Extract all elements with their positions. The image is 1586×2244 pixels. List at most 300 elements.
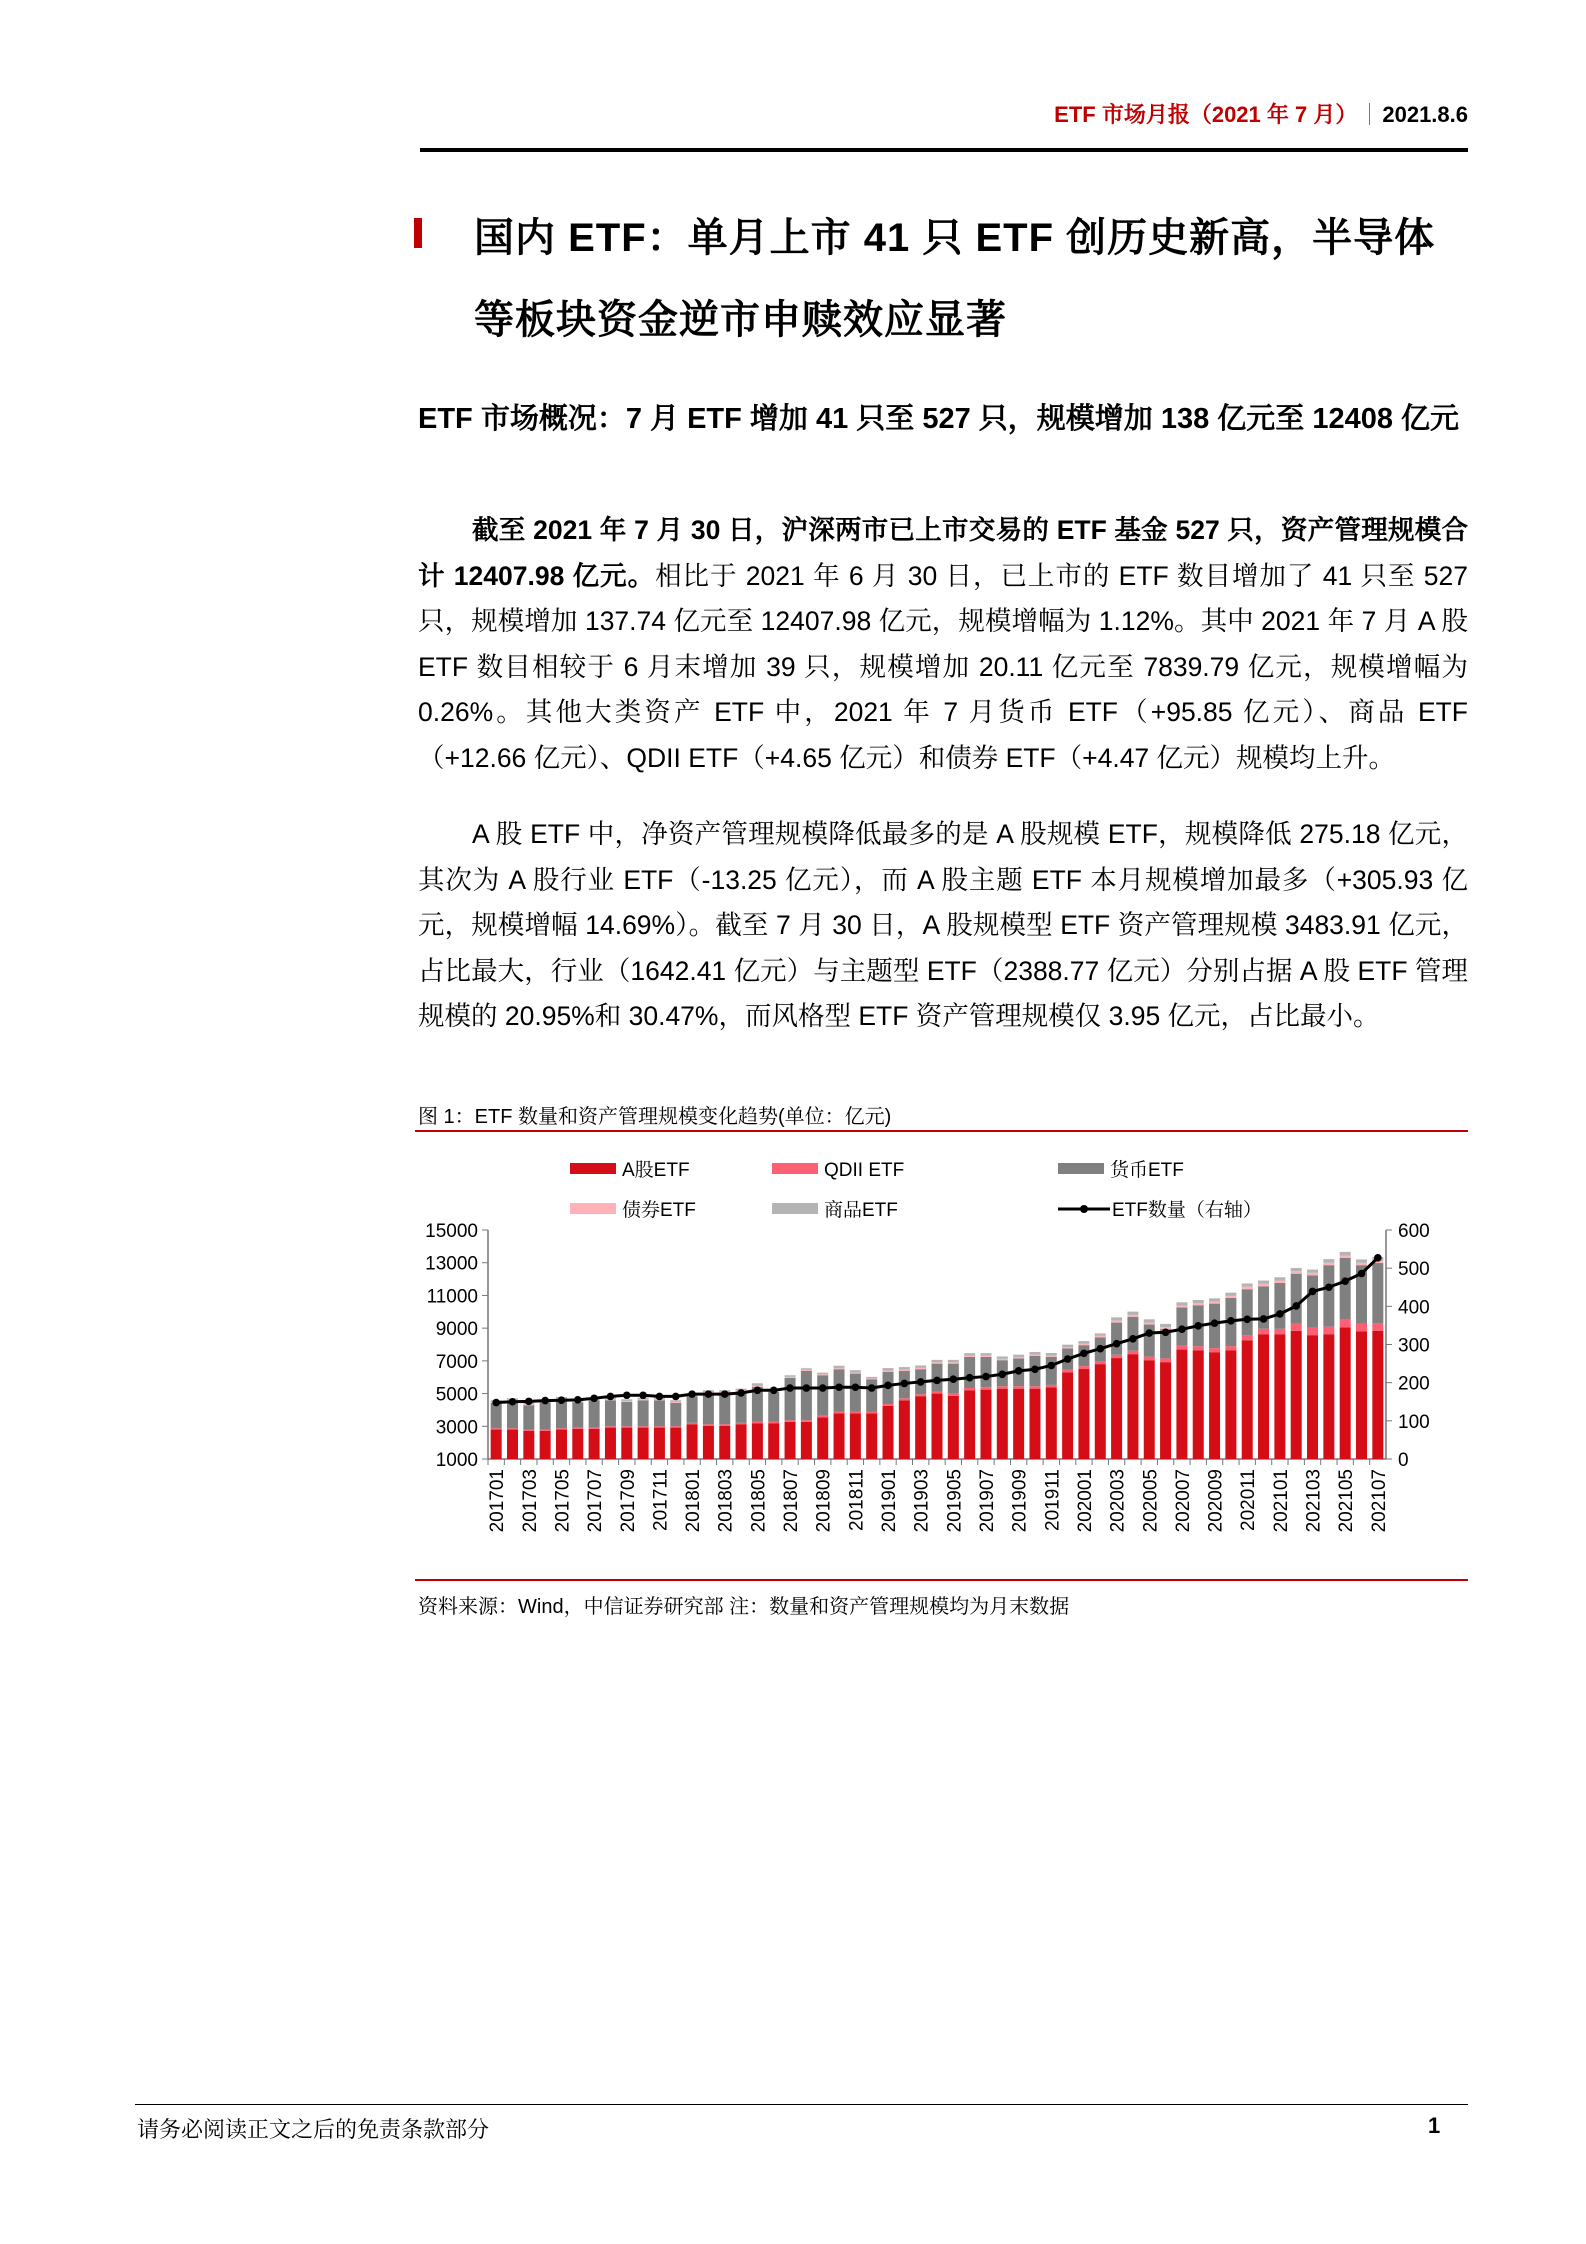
bar-货币ETF	[491, 1403, 502, 1428]
bar-货币ETF	[964, 1357, 975, 1388]
footer-disclaimer: 请务必阅读正文之后的免责条款部分	[137, 2117, 490, 2142]
legend-label: 货币ETF	[1110, 1160, 1184, 1181]
etf-count-point	[1341, 1277, 1349, 1285]
bar-债券ETF	[1127, 1315, 1138, 1317]
bar-A股ETF	[915, 1396, 926, 1459]
bar-A股ETF	[556, 1430, 567, 1459]
right-tick-label: 600	[1398, 1221, 1430, 1242]
x-tick-label: 201803	[715, 1469, 737, 1533]
bar-A股ETF	[736, 1424, 747, 1459]
figure-top-rule	[415, 1130, 1468, 1132]
bar-债券ETF	[915, 1368, 926, 1369]
etf-count-point	[1211, 1319, 1219, 1327]
bar-货币ETF	[589, 1400, 600, 1427]
bar-QDII ETF	[997, 1386, 1008, 1388]
bar-货币ETF	[817, 1375, 828, 1416]
bar-A股ETF	[1323, 1334, 1334, 1459]
x-tick-label: 201811	[846, 1469, 868, 1531]
x-tick-label: 201801	[683, 1469, 705, 1533]
section-marker	[414, 218, 422, 248]
left-tick-label: 11000	[426, 1286, 478, 1308]
legend-swatch	[570, 1203, 616, 1214]
legend-label: ETF数量（右轴）	[1112, 1200, 1262, 1221]
bar-QDII ETF	[1307, 1328, 1318, 1336]
bar-QDII ETF	[915, 1394, 926, 1396]
etf-count-point	[737, 1389, 745, 1397]
bar-QDII ETF	[1095, 1361, 1106, 1364]
etf-count-point	[1243, 1316, 1251, 1324]
bar-商品ETF	[1013, 1355, 1024, 1357]
etf-count-point	[590, 1395, 598, 1403]
bar-商品ETF	[1225, 1293, 1236, 1296]
left-tick-label: 1000	[435, 1450, 478, 1471]
bar-债券ETF	[1323, 1263, 1334, 1265]
bar-QDII ETF	[1127, 1351, 1138, 1354]
bar-QDII ETF	[1160, 1358, 1171, 1362]
bar-A股ETF	[1242, 1340, 1253, 1459]
bar-债券ETF	[1111, 1321, 1122, 1323]
bar-商品ETF	[1176, 1302, 1187, 1305]
etf-count-point	[1292, 1302, 1300, 1310]
bar-A股ETF	[932, 1394, 943, 1459]
bar-商品ETF	[1307, 1270, 1318, 1273]
bar-商品ETF	[817, 1373, 828, 1375]
bar-货币ETF	[572, 1402, 583, 1427]
bar-A股ETF	[1160, 1362, 1171, 1459]
bar-QDII ETF	[850, 1412, 861, 1414]
bar-QDII ETF	[883, 1404, 894, 1406]
bar-A股ETF	[801, 1422, 812, 1459]
etf-count-point	[770, 1387, 778, 1395]
x-tick-label: 201705	[552, 1469, 574, 1533]
etf-count-point	[1178, 1325, 1186, 1333]
legend-swatch	[772, 1163, 818, 1174]
paragraph-1-lead: 截至 2021 年 7 月 30 日，沪深两市已上市交易的 ETF 基金 527 只，资产管理规模合计 12407.98 亿元。	[418, 515, 1468, 591]
bar-QDII ETF	[980, 1387, 991, 1389]
legend-swatch	[772, 1203, 818, 1214]
bar-A股ETF	[850, 1414, 861, 1459]
bar-货币ETF	[1111, 1323, 1122, 1355]
bar-债券ETF	[1193, 1303, 1204, 1305]
bar-A股ETF	[948, 1396, 959, 1459]
x-tick-label: 202005	[1140, 1469, 1162, 1533]
bar-商品ETF	[1144, 1319, 1155, 1322]
x-tick-label: 201707	[585, 1469, 607, 1533]
etf-count-point	[917, 1378, 925, 1386]
bar-QDII ETF	[932, 1391, 943, 1393]
bar-A股ETF	[1356, 1331, 1367, 1459]
bar-QDII ETF	[687, 1423, 698, 1425]
bar-A股ETF	[1144, 1360, 1155, 1459]
etf-count-point	[933, 1377, 941, 1385]
etf-count-point	[966, 1374, 974, 1382]
bar-A股ETF	[1046, 1387, 1057, 1459]
bar-QDII ETF	[801, 1420, 812, 1422]
bar-QDII ETF	[834, 1412, 845, 1414]
etf-count-point	[541, 1397, 549, 1405]
bar-债券ETF	[980, 1356, 991, 1357]
bar-商品ETF	[752, 1383, 763, 1386]
etf-count-point	[1080, 1349, 1088, 1357]
bar-QDII ETF	[736, 1423, 747, 1425]
bar-债券ETF	[1095, 1336, 1106, 1338]
bar-货币ETF	[1242, 1289, 1253, 1335]
bar-商品ETF	[883, 1368, 894, 1370]
bar-债券ETF	[1340, 1256, 1351, 1258]
bar-债券ETF	[1013, 1357, 1024, 1358]
bar-债券ETF	[834, 1368, 845, 1369]
bar-QDII ETF	[1111, 1355, 1122, 1358]
bar-商品ETF	[1258, 1281, 1269, 1284]
etf-count-point	[656, 1393, 664, 1401]
etf-count-point	[607, 1393, 615, 1401]
bar-商品ETF	[801, 1368, 812, 1370]
bar-QDII ETF	[1193, 1346, 1204, 1350]
etf-count-point	[901, 1380, 909, 1388]
bar-A股ETF	[1209, 1352, 1220, 1459]
bar-商品ETF	[997, 1356, 1008, 1358]
bar-QDII ETF	[1356, 1324, 1367, 1332]
left-tick-label: 13000	[425, 1253, 478, 1275]
legend-swatch	[1058, 1163, 1104, 1174]
x-tick-label: 201709	[617, 1469, 639, 1533]
bar-QDII ETF	[1176, 1346, 1187, 1350]
bar-商品ETF	[1127, 1312, 1138, 1315]
bar-A股ETF	[687, 1424, 698, 1459]
bar-A股ETF	[1340, 1327, 1351, 1459]
x-tick-label: 201805	[748, 1469, 770, 1533]
bar-商品ETF	[1323, 1259, 1334, 1263]
etf-count-point	[574, 1396, 582, 1404]
etf-count-point	[558, 1396, 566, 1404]
bar-A股ETF	[1258, 1334, 1269, 1459]
bar-QDII ETF	[768, 1422, 779, 1424]
bar-债券ETF	[1242, 1287, 1253, 1289]
bar-A股ETF	[1111, 1358, 1122, 1459]
etf-count-point	[1129, 1335, 1137, 1343]
bar-货币ETF	[1323, 1265, 1334, 1327]
bar-债券ETF	[997, 1359, 1008, 1360]
etf-count-point	[672, 1393, 680, 1401]
bar-债券ETF	[1062, 1347, 1073, 1348]
bar-债券ETF	[1029, 1354, 1040, 1355]
x-tick-label: 202009	[1205, 1469, 1227, 1533]
bar-债券ETF	[621, 1401, 632, 1402]
bar-债券ETF	[817, 1374, 828, 1375]
bar-QDII ETF	[1225, 1346, 1236, 1350]
bar-债券ETF	[1356, 1263, 1367, 1265]
bar-A股ETF	[1291, 1331, 1302, 1459]
legend-label: 商品ETF	[824, 1200, 898, 1221]
etf-count-point	[623, 1391, 631, 1399]
bar-债券ETF	[670, 1402, 681, 1403]
bar-A股ETF	[1274, 1334, 1285, 1459]
bar-商品ETF	[964, 1353, 975, 1355]
report-header	[1054, 98, 1468, 129]
bar-QDII ETF	[589, 1428, 600, 1429]
bar-A股ETF	[670, 1428, 681, 1459]
x-tick-label: 202107	[1368, 1469, 1390, 1533]
bar-货币ETF	[801, 1371, 812, 1420]
left-tick-label: 15000	[425, 1221, 478, 1242]
header-rule	[420, 148, 1468, 152]
bar-商品ETF	[1193, 1300, 1204, 1303]
left-tick-label: 9000	[435, 1319, 478, 1341]
bar-QDII ETF	[948, 1394, 959, 1396]
bar-A股ETF	[507, 1430, 518, 1459]
bar-债券ETF	[850, 1373, 861, 1374]
bar-QDII ETF	[1046, 1385, 1057, 1387]
bar-债券ETF	[1291, 1271, 1302, 1273]
page-number: 1	[1428, 2113, 1441, 2138]
x-tick-label: 202011	[1238, 1469, 1260, 1531]
bar-货币ETF	[687, 1396, 698, 1423]
legend-swatch	[570, 1163, 616, 1174]
subsection-title: ETF 市场概况：7 月 ETF 增加 41 只至 527 只，规模增加 138 亿元至 12408 亿元	[418, 403, 1460, 435]
etf-count-point	[1309, 1288, 1317, 1296]
bar-货币ETF	[638, 1400, 649, 1426]
etf-count-point	[1194, 1322, 1202, 1330]
etf-count-point	[1064, 1355, 1072, 1363]
bar-QDII ETF	[1372, 1323, 1383, 1331]
bar-A股ETF	[1078, 1369, 1089, 1459]
bar-A股ETF	[785, 1422, 796, 1459]
bar-A股ETF	[1062, 1372, 1073, 1459]
bar-货币ETF	[1307, 1275, 1318, 1327]
bar-QDII ETF	[1340, 1320, 1351, 1328]
x-tick-label: 201809	[813, 1469, 835, 1533]
etf-count-point	[1276, 1310, 1284, 1318]
bar-货币ETF	[980, 1357, 991, 1387]
bar-债券ETF	[638, 1399, 649, 1400]
bar-商品ETF	[866, 1377, 877, 1379]
etf-count-point	[1047, 1362, 1055, 1370]
x-tick-label: 201701	[487, 1469, 509, 1533]
etf-count-point	[639, 1391, 647, 1399]
bar-QDII ETF	[1258, 1329, 1269, 1334]
bar-QDII ETF	[817, 1416, 828, 1418]
report-date: 2021.8.6	[1382, 102, 1468, 127]
section-title-line1: 国内 ETF：单月上市 41 只 ETF 创历史新高，半导体	[474, 216, 1436, 260]
etf-count-point	[1260, 1315, 1268, 1323]
paragraph-1	[418, 508, 1468, 781]
bar-A股ETF	[817, 1417, 828, 1459]
bar-商品ETF	[1062, 1345, 1073, 1347]
bar-商品ETF	[850, 1370, 861, 1372]
bar-债券ETF	[1274, 1281, 1285, 1283]
bar-商品ETF	[670, 1400, 681, 1402]
bar-QDII ETF	[785, 1420, 796, 1422]
x-tick-label: 202101	[1270, 1469, 1292, 1533]
bar-QDII ETF	[572, 1428, 583, 1429]
figure-caption: 图 1：ETF 数量和资产管理规模变化趋势(单位：亿元)	[418, 1106, 892, 1128]
bar-A股ETF	[1029, 1389, 1040, 1459]
bar-A股ETF	[1193, 1350, 1204, 1459]
bar-债券ETF	[801, 1370, 812, 1371]
bar-债券ETF	[1209, 1302, 1220, 1304]
bar-QDII ETF	[964, 1388, 975, 1390]
etf-count-point	[509, 1398, 517, 1406]
bar-A股ETF	[1176, 1350, 1187, 1459]
bar-A股ETF	[605, 1428, 616, 1459]
bar-商品ETF	[948, 1360, 959, 1362]
bar-A股ETF	[621, 1428, 632, 1459]
bar-QDII ETF	[1242, 1335, 1253, 1340]
etf-count-point	[525, 1398, 533, 1406]
etf-count-point	[868, 1384, 876, 1392]
etf-count-point	[1162, 1328, 1170, 1336]
bar-A股ETF	[572, 1429, 583, 1459]
bar-A股ETF	[523, 1431, 534, 1459]
etf-count-point	[492, 1399, 500, 1407]
bar-QDII ETF	[670, 1426, 681, 1427]
bar-商品ETF	[621, 1399, 632, 1401]
bar-债券ETF	[948, 1362, 959, 1363]
bar-货币ETF	[1291, 1274, 1302, 1324]
bar-货币ETF	[670, 1403, 681, 1426]
etf-count-point	[884, 1382, 892, 1390]
bar-A股ETF	[491, 1430, 502, 1459]
bar-货币ETF	[1274, 1283, 1285, 1329]
legend-label: 债券ETF	[622, 1200, 696, 1221]
bar-A股ETF	[1127, 1354, 1138, 1459]
bar-A股ETF	[866, 1414, 877, 1459]
bar-QDII ETF	[1274, 1329, 1285, 1334]
etf-count-point	[1227, 1317, 1235, 1325]
bar-A股ETF	[768, 1424, 779, 1459]
bar-A股ETF	[980, 1390, 991, 1459]
bar-QDII ETF	[1062, 1370, 1073, 1372]
legend-label: A股ETF	[622, 1160, 690, 1181]
bar-QDII ETF	[621, 1426, 632, 1427]
right-tick-label: 100	[1398, 1411, 1430, 1433]
bar-QDII ETF	[866, 1412, 877, 1414]
bar-商品ETF	[834, 1366, 845, 1368]
paragraph-1-body: 相比于 2021 年 6 月 30 日，已上市的 ETF 数目增加了 41 只至 527 只，规模增加 137.74 亿元至 12407.98 亿元，规模增幅为 1.12%。其中 2021 年 7 月 A 股 ETF 数目相较于 6 月末增加 39 只，规模增加 20.11 亿元至 7839.79 亿元，规模增幅为 0.26%。其他大类资产 ETF 中，2021 年 7 月货币 ETF（+95.85 亿元）、商品 ETF（+12.66 亿元）、QDII ETF（+4.65 亿元）和债券 ETF（+4.47 亿元）规模均上升。	[418, 560, 1468, 773]
x-tick-label: 202007	[1172, 1469, 1194, 1533]
bar-债券ETF	[1176, 1306, 1187, 1308]
report-title: ETF 市场月报（2021 年 7 月）	[1054, 102, 1358, 127]
bar-债券ETF	[1225, 1296, 1236, 1298]
bar-债券ETF	[866, 1379, 877, 1380]
section-title-line2: 等板块资金逆市申赎效应显著	[474, 298, 1007, 342]
bar-A股ETF	[703, 1426, 714, 1459]
x-tick-label: 201807	[781, 1469, 803, 1533]
bar-QDII ETF	[507, 1428, 518, 1429]
bar-债券ETF	[964, 1356, 975, 1357]
x-tick-label: 202003	[1107, 1469, 1129, 1533]
bar-商品ETF	[1274, 1277, 1285, 1280]
x-tick-label: 201703	[519, 1469, 541, 1533]
bar-A股ETF	[964, 1390, 975, 1459]
bar-QDII ETF	[1078, 1366, 1089, 1369]
bar-QDII ETF	[523, 1430, 534, 1431]
etf-count-point	[1096, 1345, 1104, 1353]
bar-QDII ETF	[1029, 1386, 1040, 1388]
bar-A股ETF	[719, 1426, 730, 1459]
bar-商品ETF	[1340, 1252, 1351, 1256]
bar-QDII ETF	[703, 1424, 714, 1426]
right-tick-label: 300	[1398, 1335, 1430, 1357]
etf-count-point	[1358, 1270, 1366, 1278]
bar-商品ETF	[1046, 1353, 1057, 1355]
bar-商品ETF	[1209, 1298, 1220, 1301]
bar-商品ETF	[1356, 1259, 1367, 1262]
bar-债券ETF	[1307, 1273, 1318, 1275]
bar-A股ETF	[1372, 1331, 1383, 1459]
x-tick-label: 202103	[1303, 1469, 1325, 1533]
x-tick-label: 201905	[944, 1469, 966, 1533]
left-tick-label: 5000	[435, 1384, 478, 1406]
bar-QDII ETF	[605, 1426, 616, 1427]
bar-债券ETF	[1144, 1323, 1155, 1325]
bar-商品ETF	[1029, 1352, 1040, 1354]
etf-count-point	[1015, 1367, 1023, 1375]
bar-商品ETF	[1078, 1341, 1089, 1343]
bar-商品ETF	[1291, 1268, 1302, 1271]
etf-count-point	[1325, 1283, 1333, 1291]
bar-QDII ETF	[1291, 1324, 1302, 1331]
x-tick-label: 201909	[1009, 1469, 1031, 1533]
bar-货币ETF	[540, 1402, 551, 1429]
bar-债券ETF	[883, 1371, 894, 1372]
etf-count-point	[950, 1375, 958, 1383]
bar-A股ETF	[883, 1406, 894, 1459]
etf-count-point	[688, 1390, 696, 1398]
header-separator	[1369, 103, 1370, 125]
right-tick-label: 0	[1398, 1450, 1409, 1471]
right-tick-label: 400	[1398, 1297, 1430, 1319]
bar-QDII ETF	[1144, 1357, 1155, 1361]
x-tick-label: 201711	[650, 1469, 672, 1531]
bar-QDII ETF	[556, 1428, 567, 1429]
etf-count-point	[1145, 1329, 1153, 1337]
bar-QDII ETF	[491, 1428, 502, 1429]
bar-A股ETF	[1095, 1364, 1106, 1459]
bar-A股ETF	[997, 1389, 1008, 1459]
bar-A股ETF	[899, 1400, 910, 1459]
bar-债券ETF	[1258, 1284, 1269, 1286]
left-tick-label: 7000	[435, 1351, 478, 1373]
bar-QDII ETF	[1209, 1348, 1220, 1352]
etf-count-point	[999, 1370, 1007, 1378]
bar-商品ETF	[899, 1367, 910, 1369]
bar-货币ETF	[605, 1400, 616, 1426]
bar-商品ETF	[1242, 1283, 1253, 1286]
bar-债券ETF	[1078, 1344, 1089, 1346]
bar-货币ETF	[654, 1400, 665, 1426]
bar-QDII ETF	[654, 1426, 665, 1427]
bar-货币ETF	[768, 1392, 779, 1422]
etf-count-point	[721, 1390, 729, 1398]
etf-count-point	[803, 1384, 811, 1392]
bar-货币ETF	[1372, 1263, 1383, 1323]
bar-A股ETF	[1307, 1335, 1318, 1459]
etf-count-point	[754, 1387, 762, 1395]
bar-商品ETF	[1111, 1317, 1122, 1320]
etf-count-point	[1113, 1340, 1121, 1348]
bar-A股ETF	[540, 1431, 551, 1459]
legend-line-marker	[1080, 1205, 1088, 1213]
bar-债券ETF	[932, 1362, 943, 1363]
bar-A股ETF	[654, 1428, 665, 1459]
right-tick-label: 200	[1398, 1373, 1430, 1395]
bar-商品ETF	[932, 1360, 943, 1362]
bar-A股ETF	[589, 1429, 600, 1459]
bar-商品ETF	[785, 1375, 796, 1377]
etf-count-point	[835, 1383, 843, 1391]
footer-rule	[135, 2104, 1468, 2105]
